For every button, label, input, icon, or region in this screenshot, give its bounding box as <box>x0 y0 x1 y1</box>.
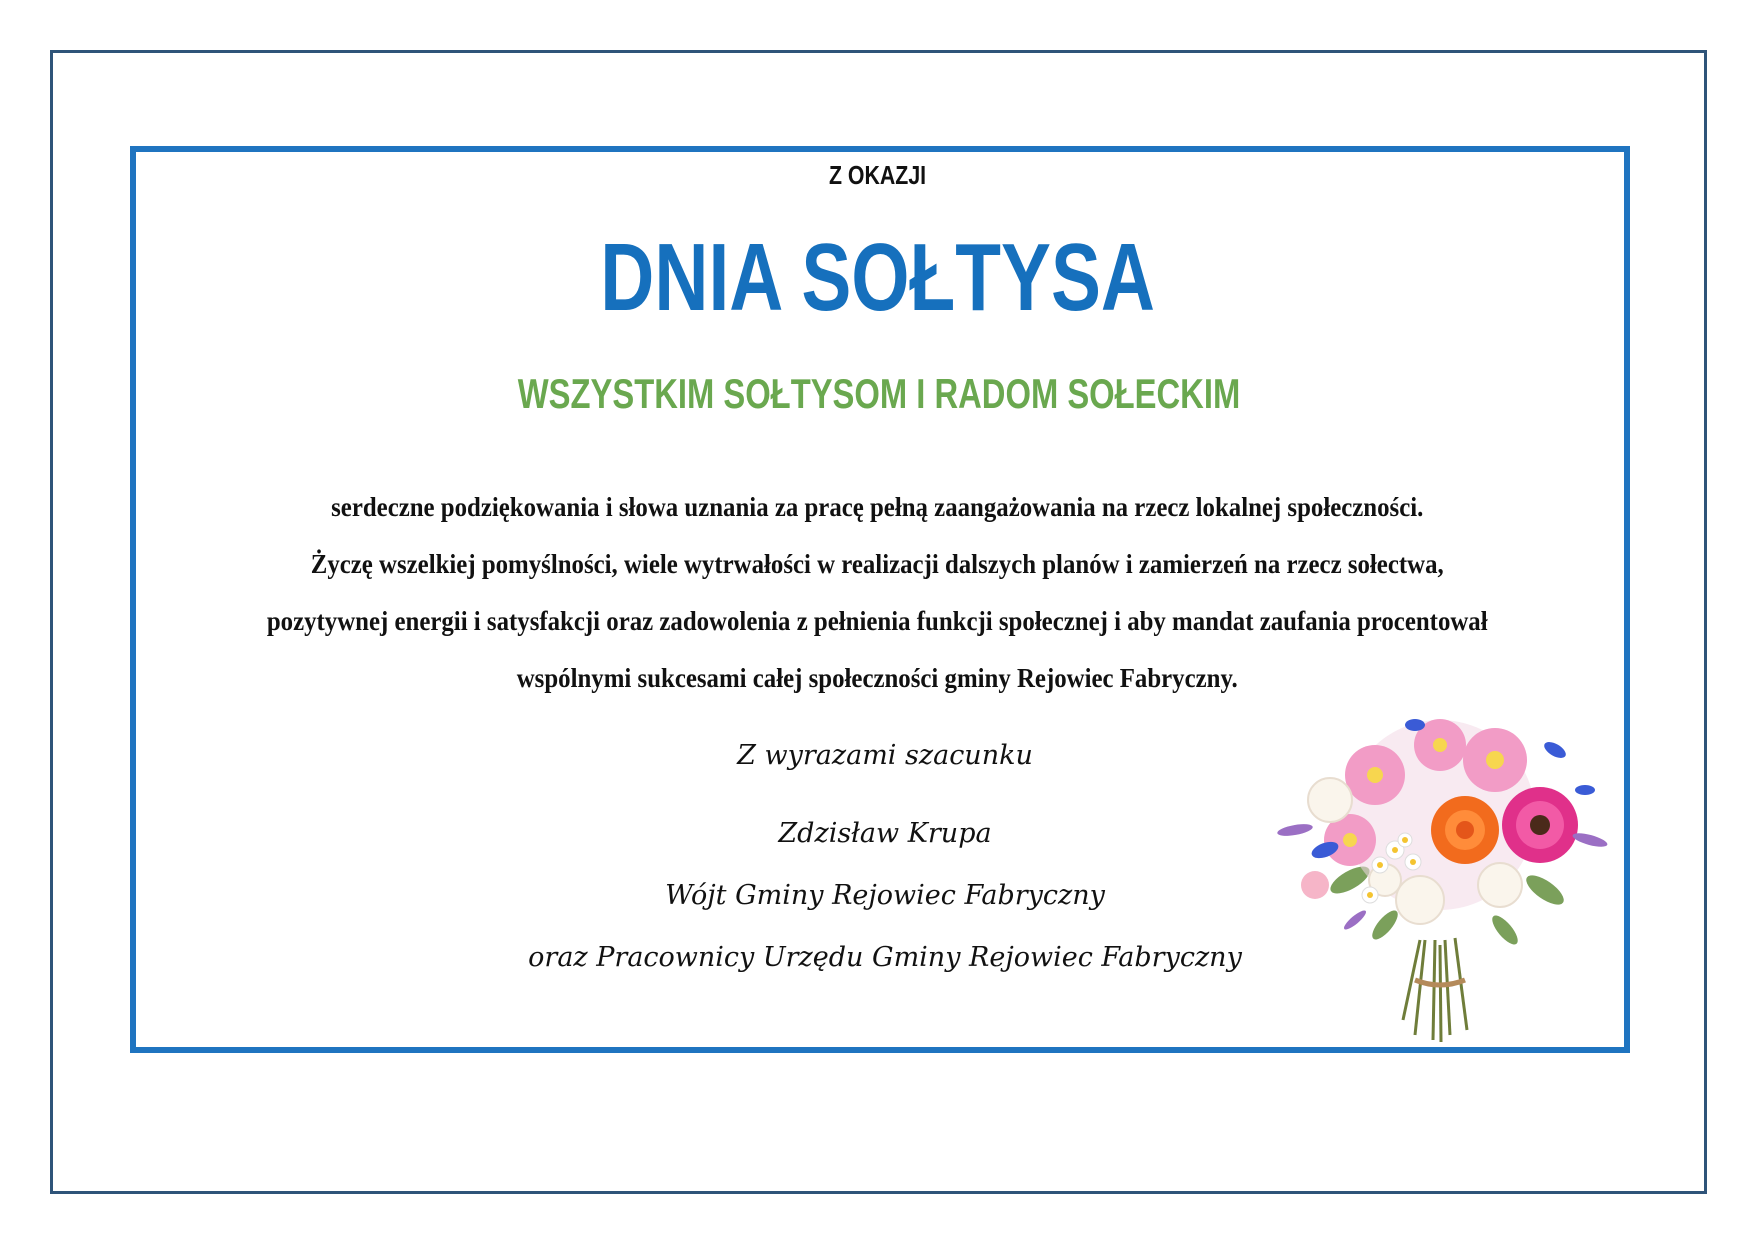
body-line: pozytywnej energii i satysfakcji oraz zadowolenia z pełnienia funkcji społecznej i aby mandat zaufania procentował <box>266 606 1488 636</box>
body-line: serdeczne podziękowania i słowa uznania za pracę pełną zaangażowania na rzecz lokalnej społeczności. <box>331 492 1424 522</box>
closing-phrase: Z wyrazami szacunku <box>737 740 1033 771</box>
occasion-heading: Z OKAZJI <box>828 160 927 190</box>
signer-role: Wójt Gminy Rejowiec Fabryczny <box>665 880 1105 911</box>
signer-name: Zdzisław Krupa <box>778 818 992 849</box>
flower-bouquet-icon <box>1255 690 1625 1045</box>
addressee-heading: WSZYSTKIM SOŁTYSOM I RADOM SOŁECKIM <box>517 370 1241 417</box>
body-line: Życzę wszelkiej pomyślności, wiele wytrwałości w realizacji dalszych planów i zamierzeń na rzecz sołectwa, <box>310 549 1444 579</box>
main-title: DNIA SOŁTYSA <box>600 224 1155 331</box>
staff-signature: oraz Pracownicy Urzędu Gminy Rejowiec Fabryczny <box>528 942 1242 973</box>
body-line: wspólnymi sukcesami całej społeczności gminy Rejowiec Fabryczny. <box>516 663 1238 693</box>
